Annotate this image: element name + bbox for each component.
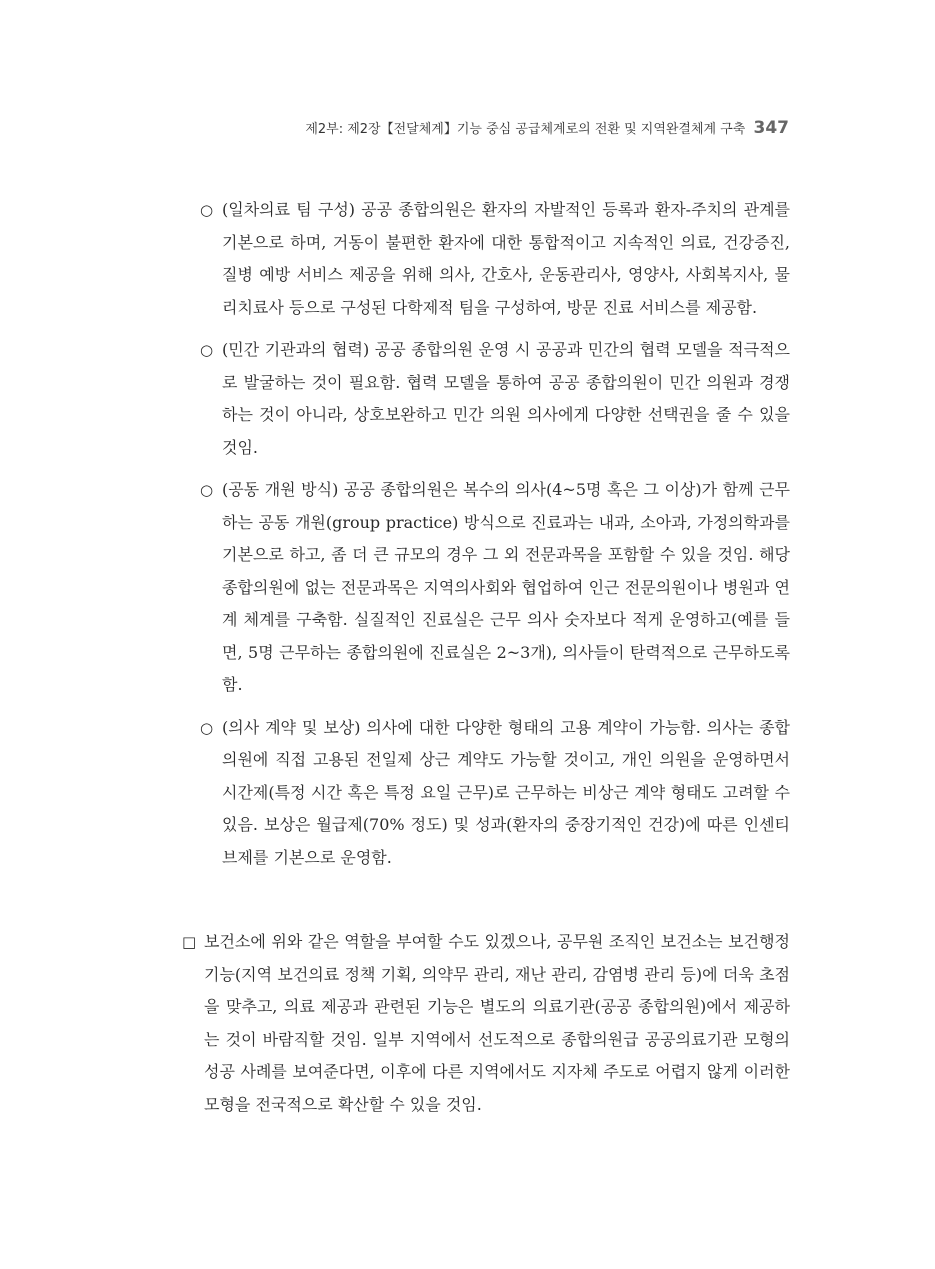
bullet-text: (의사 계약 및 보상) 의사에 대한 다양한 형태의 고용 계약이 가능함. 의사는 종합의원에 직접 고용된 전일제 상근 계약도 가능할 것이고, 개인 의원을 운영하면서 시간제(특정 시간 혹은 특정 요일 근무)로 근무하는 비상근 계약 형태도 고려할 수 있음. 보상은 월급제(70% 정도) 및 성과(환자의 중장기적인 건강)에 따른 인센티브제를 기본으로 운영함. [222, 717, 790, 867]
square-bullet-icon: □ [182, 933, 197, 951]
bullet-text: (공동 개원 방식) 공공 종합의원은 복수의 의사(4~5명 혹은 그 이상)가 함께 근무하는 공동 개원(group practice) 방식으로 진료과는 내과, 소아과, 가정의학과를 기본으로 하고, 좀 더 큰 규모의 경우 그 외 전문과목을 포함할 수 있을 것임. 해당 종합의원에 없는 전문과목은 지역의사회와 협업하여 인근 전문의원이나 병원과 연계 체계를 구축함. 실질적인 진료실은 근무 의사 숫자보다 적게 운영하고(예를 들면, 5명 근무하는 종합의원에 진료실은 2~3개), 의사들이 탄력적으로 근무하도록 함. [222, 480, 790, 694]
page-number: 347 [753, 118, 789, 138]
bullet-item-private-cooperation [200, 334, 790, 464]
bullet-item-primary-care-team [200, 194, 790, 324]
bullet-list [200, 194, 790, 884]
running-header [305, 118, 789, 138]
summary-text: 보건소에 위와 같은 역할을 부여할 수도 있겠으나, 공무원 조직인 보건소는 보건행정 기능(지역 보건의료 정책 기획, 의약무 관리, 재난 관리, 감염병 관리 등)에 더욱 초점을 맞추고, 의료 제공과 관련된 기능은 별도의 의료기관(공공 종합의원)에서 제공하는 것이 바람직할 것임. 일부 지역에서 선도적으로 종합의원급 공공의료기관 모형의 성공 사례를 보여준다면, 이후에 다른 지역에서도 지자체 주도로 어렵지 않게 이러한 모형을 전국적으로 확산할 수 있을 것임. [204, 932, 790, 1114]
bullet-text: (민간 기관과의 협력) 공공 종합의원 운영 시 공공과 민간의 협력 모델을 적극적으로 발굴하는 것이 필요함. 협력 모델을 통하여 공공 종합의원이 민간 의원과 경쟁하는 것이 아니라, 상호보완하고 민간 의원 의사에게 다양한 선택권을 줄 수 있을 것임. [222, 340, 790, 457]
circle-bullet-icon: ○ [200, 481, 214, 499]
summary-paragraph [182, 926, 790, 1121]
bullet-item-physician-contract [200, 712, 790, 875]
circle-bullet-icon: ○ [200, 341, 214, 359]
circle-bullet-icon: ○ [200, 201, 214, 219]
bullet-text: (일차의료 팀 구성) 공공 종합의원은 환자의 자발적인 등록과 환자-주치의 관계를 기본으로 하며, 거동이 불편한 환자에 대한 통합적이고 지속적인 의료, 건강증진, 질병 예방 서비스 제공을 위해 의사, 간호사, 운동관리사, 영양사, 사회복지사, 물리치료사 등으로 구성된 다학제적 팀을 구성하여, 방문 진료 서비스를 제공함. [222, 200, 790, 317]
header-title: 제2부: 제2장【전달체계】기능 중심 공급체계로의 전환 및 지역완결체계 구축 [305, 122, 746, 137]
circle-bullet-icon: ○ [200, 718, 214, 737]
bullet-item-group-practice [200, 474, 790, 702]
